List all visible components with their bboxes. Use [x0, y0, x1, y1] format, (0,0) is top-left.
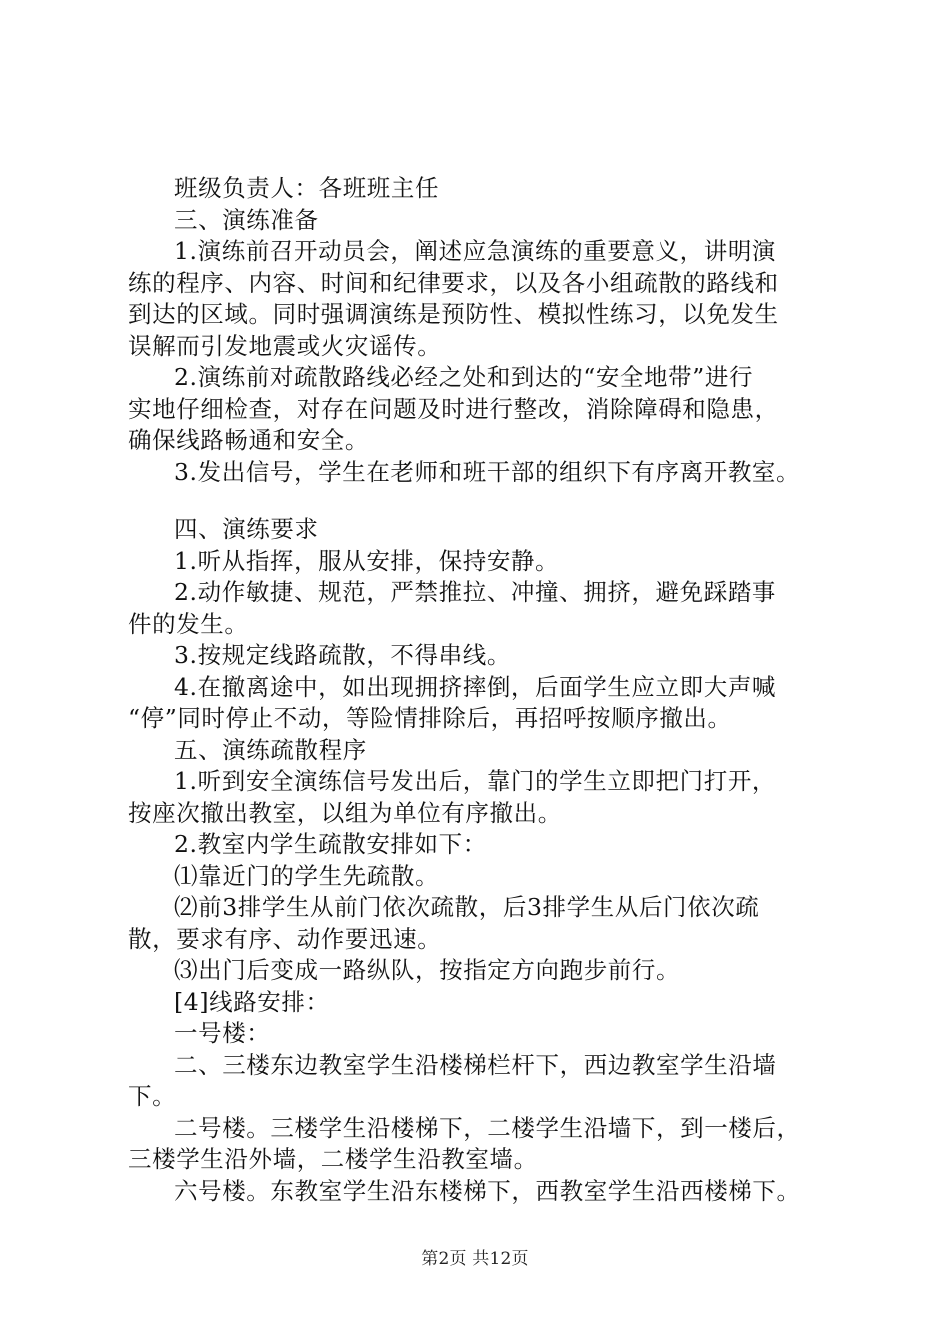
text-line: 实地仔细检查，对存在问题及时进行整改，消除障碍和隐患， [128, 394, 779, 423]
text-line: 3.按规定线路疏散，不得串线。 [174, 641, 511, 669]
text-line: 2.动作敏捷、规范，严禁推拉、冲撞、拥挤，避免踩踏事 [174, 578, 777, 606]
text-line: 六号楼。东教室学生沿东楼梯下，西教室学生沿西楼梯下。 [174, 1176, 801, 1205]
text-line: 一号楼： [174, 1019, 271, 1047]
text-line: 练的程序、内容、时间和纪律要求，以及各小组疏散的路线和 [128, 268, 779, 297]
text-line: 3.发出信号，学生在老师和班干部的组织下有序离开教室。 [174, 457, 801, 486]
text-line: 确保线路畅通和安全。 [128, 426, 369, 454]
text-line: 三楼学生沿外墙，二楼学生沿教室墙。 [128, 1145, 538, 1173]
text-line: 二号楼。三楼学生沿楼梯下，二楼学生沿墙下，到一楼后， [174, 1113, 801, 1142]
text-line: 2.演练前对疏散路线必经之处和到达的“安全地带”进行 [174, 363, 754, 391]
paragraph-spacer [128, 488, 848, 514]
text-line: [4]线路安排： [174, 987, 330, 1016]
text-line: 按座次撤出教室，以组为单位有序撤出。 [128, 798, 562, 827]
text-line: 二、三楼东边教室学生沿楼梯栏杆下，西边教室学生沿墙 [174, 1050, 777, 1079]
text-line: ⑴靠近门的学生先疏散。 [174, 861, 440, 890]
text-line: 班级负责人：各班班主任 [174, 174, 440, 202]
text-line: 1.听到安全演练信号发出后，靠门的学生立即把门打开， [174, 767, 777, 795]
text-line: 2.教室内学生疏散安排如下： [174, 830, 487, 858]
document-body [128, 173, 848, 1207]
text-line: 散，要求有序、动作要迅速。 [128, 924, 442, 953]
text-line: ⑵前3排学生从前门依次疏散，后3排学生从后门依次疏 [174, 893, 760, 921]
text-line: 误解而引发地震或火灾谣传。 [128, 331, 442, 360]
page-footer: 第2页 共12页 [421, 1249, 529, 1269]
text-line: 五、演练疏散程序 [174, 735, 367, 764]
text-line: 1.听从指挥，服从安排，保持安静。 [174, 546, 560, 575]
text-line: 4.在撤离途中，如出现拥挤摔倒，后面学生应立即大声喊 [174, 672, 777, 701]
text-line: ⑶出门后变成一路纵队，按指定方向跑步前行。 [174, 956, 681, 984]
text-line: 1.演练前召开动员会，阐述应急演练的重要意义，讲明演 [174, 237, 777, 265]
text-line: 四、演练要求 [174, 515, 319, 543]
text-line: 件的发生。 [128, 609, 249, 638]
text-line: “停”同时停止不动，等险情排除后，再招呼按顺序撤出。 [128, 704, 732, 732]
text-line: 三、演练准备 [174, 205, 319, 234]
text-line: 到达的区域。同时强调演练是预防性、模拟性练习，以免发生 [128, 300, 779, 328]
text-line: 下。 [128, 1082, 177, 1110]
